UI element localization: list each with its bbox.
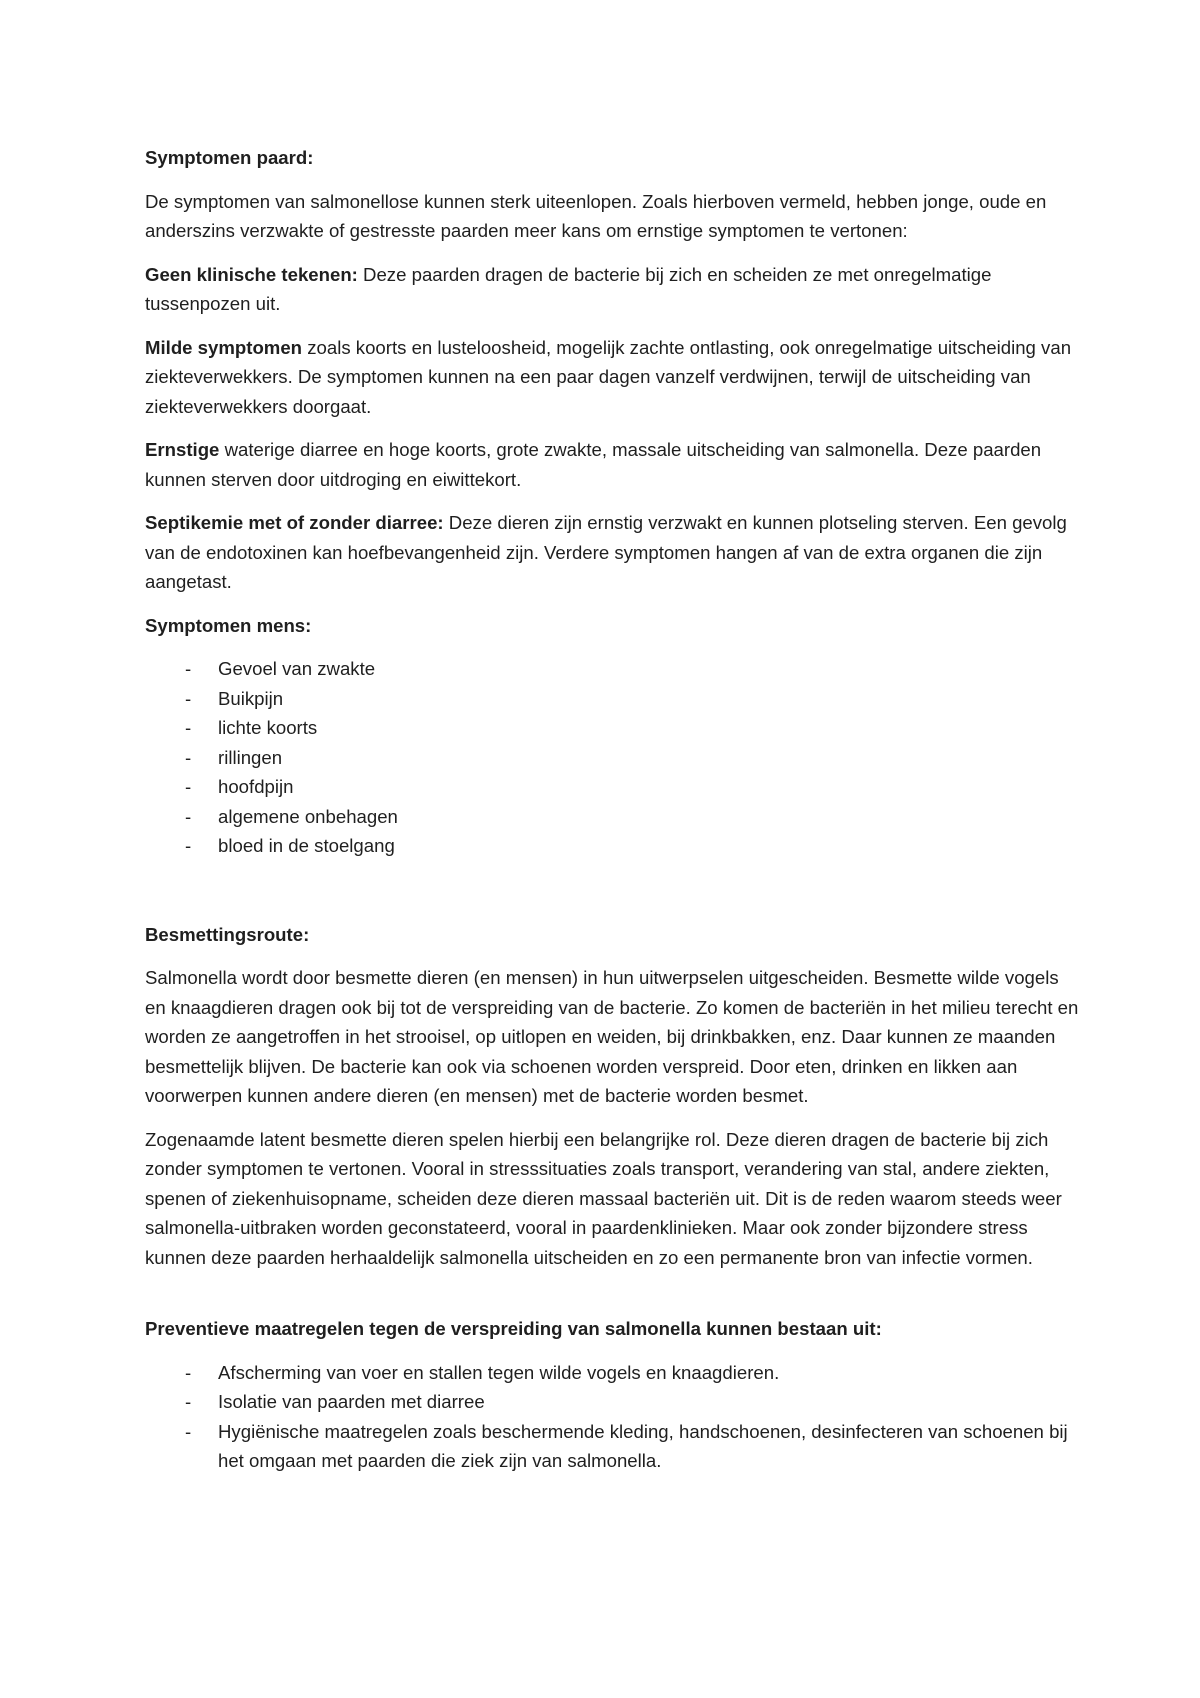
list-item-text: Isolatie van paarden met diarree bbox=[218, 1391, 485, 1412]
horse-symptoms-intro: De symptomen van salmonellose kunnen sterk uiteenlopen. Zoals hierboven vermeld, hebben jonge, oude en anderszins verzwakte of gestresste paarden meer kans om ernstige symptomen te vertonen: bbox=[145, 190, 1047, 241]
list-item-text: Hygiënische maatregelen zoals beschermende kleding, handschoenen, desinfecteren van schoenen bij het omgaan met paarden die ziek zijn van salmonella. bbox=[218, 1420, 1068, 1471]
list-item bbox=[145, 684, 1080, 714]
horse-symptom-mild bbox=[145, 333, 1080, 422]
list-item bbox=[145, 802, 1080, 832]
transmission-heading: Besmettingsroute: bbox=[145, 923, 310, 945]
list-item bbox=[145, 654, 1080, 684]
dash-bullet: - bbox=[185, 717, 192, 738]
symptom-text: Deze dieren zijn ernstig verzwakt en kunnen plotseling sterven. Een gevolg van de endotoxinen kan hoefbevangenheid zijn. Verdere symptomen hangen af van de extra organen die zijn aangetast. bbox=[145, 512, 1067, 592]
transmission-paragraph: Salmonella wordt door besmette dieren (en mensen) in hun uitwerpselen uitgescheiden. Besmette wilde vogels en knaagdieren dragen ook bij tot de verspreiding van de bacterie. Zo komen de bacteriën in het milieu terecht en worden ze aangetroffen in het strooisel, op uitlopen en weiden, bij drinkbakken, enz. Daar kunnen ze maanden besmettelijk blijven. De bacterie kan ook via schoenen worden verspreid. Door eten, drinken en likken aan voorwerpen kunnen andere dieren (en mensen) met de bacterie worden besmet. bbox=[145, 967, 1079, 1106]
dash-bullet: - bbox=[185, 1420, 192, 1442]
dash-bullet: - bbox=[185, 805, 192, 827]
list-item bbox=[145, 713, 1080, 743]
list-item-text: Gevoel van zwakte bbox=[218, 658, 376, 679]
spacer bbox=[145, 1286, 1080, 1314]
spacer bbox=[145, 875, 1080, 920]
transmission-paragraph: Zogenaamde latent besmette dieren spelen hierbij een belangrijke rol. Deze dieren dragen de bacterie bij zich zonder symptomen te vertonen. Vooral in stresssituaties zoals transport, verandering van stal, andere ziekten, spenen of ziekenhuisopname, scheiden deze dieren massaal bacteriën uit. Dit is de reden waarom steeds weer salmonella-uitbraken worden geconstateerd, vooral in paardenklinieken. Maar ook zonder bijzondere stress kunnen deze paarden herhaaldelijk salmonella uitscheiden en zo een permanente bron van infectie vormen. bbox=[145, 1128, 1062, 1268]
dash-bullet: - bbox=[185, 1391, 192, 1412]
list-item-text: hoofdpijn bbox=[218, 776, 294, 797]
dash-bullet: - bbox=[185, 658, 192, 679]
symptom-lead: Ernstige bbox=[145, 439, 220, 460]
human-symptoms-heading: Symptomen mens: bbox=[145, 614, 312, 636]
list-item-text: bloed in de stoelgang bbox=[218, 835, 395, 856]
symptom-text: Deze paarden dragen de bacterie bij zich en scheiden ze met onregelmatige tussenpozen uit. bbox=[145, 263, 992, 314]
dash-bullet: - bbox=[185, 1361, 192, 1383]
list-item bbox=[145, 772, 1080, 802]
horse-symptoms-heading: Symptomen paard: bbox=[145, 147, 314, 168]
list-item bbox=[145, 1417, 1080, 1476]
horse-symptom-septicemia bbox=[145, 508, 1080, 597]
symptom-lead: Septikemie met of zonder diarree: bbox=[145, 512, 444, 533]
dash-bullet: - bbox=[185, 687, 192, 709]
list-item bbox=[145, 1358, 1080, 1388]
prevention-list bbox=[145, 1358, 1080, 1476]
symptom-text: waterige diarree en hoge koorts, grote zwakte, massale uitscheiding van salmonella. Deze paarden kunnen sterven door uitdroging en eiwittekort. bbox=[145, 439, 1042, 490]
prevention-heading: Preventieve maatregelen tegen de verspreiding van salmonella kunnen bestaan uit: bbox=[145, 1318, 882, 1339]
list-item-text: Afscherming van voer en stallen tegen wilde vogels en knaagdieren. bbox=[218, 1361, 780, 1383]
document-page bbox=[145, 143, 1080, 1490]
dash-bullet: - bbox=[185, 835, 192, 856]
list-item-text: Buikpijn bbox=[218, 687, 284, 709]
symptom-lead: Milde symptomen bbox=[145, 336, 303, 358]
list-item bbox=[145, 1387, 1080, 1417]
symptom-text: zoals koorts en lusteloosheid, mogelijk zachte ontlasting, ook onregelmatige uitscheiding van ziekteverwekkers. De symptomen kunnen na een paar dagen vanzelf verdwijnen, terwijl de uitscheiding van ziekteverwekkers doorgaat. bbox=[145, 336, 1072, 417]
horse-symptom-no-signs bbox=[145, 260, 1080, 319]
human-symptoms-list bbox=[145, 654, 1080, 861]
list-item-text: lichte koorts bbox=[218, 717, 318, 738]
list-item-text: rillingen bbox=[218, 746, 283, 768]
list-item bbox=[145, 831, 1080, 861]
dash-bullet: - bbox=[185, 776, 192, 797]
horse-symptom-severe bbox=[145, 435, 1080, 494]
list-item bbox=[145, 743, 1080, 773]
dash-bullet: - bbox=[185, 746, 192, 768]
list-item-text: algemene onbehagen bbox=[218, 805, 398, 827]
symptom-lead: Geen klinische tekenen: bbox=[145, 263, 358, 285]
